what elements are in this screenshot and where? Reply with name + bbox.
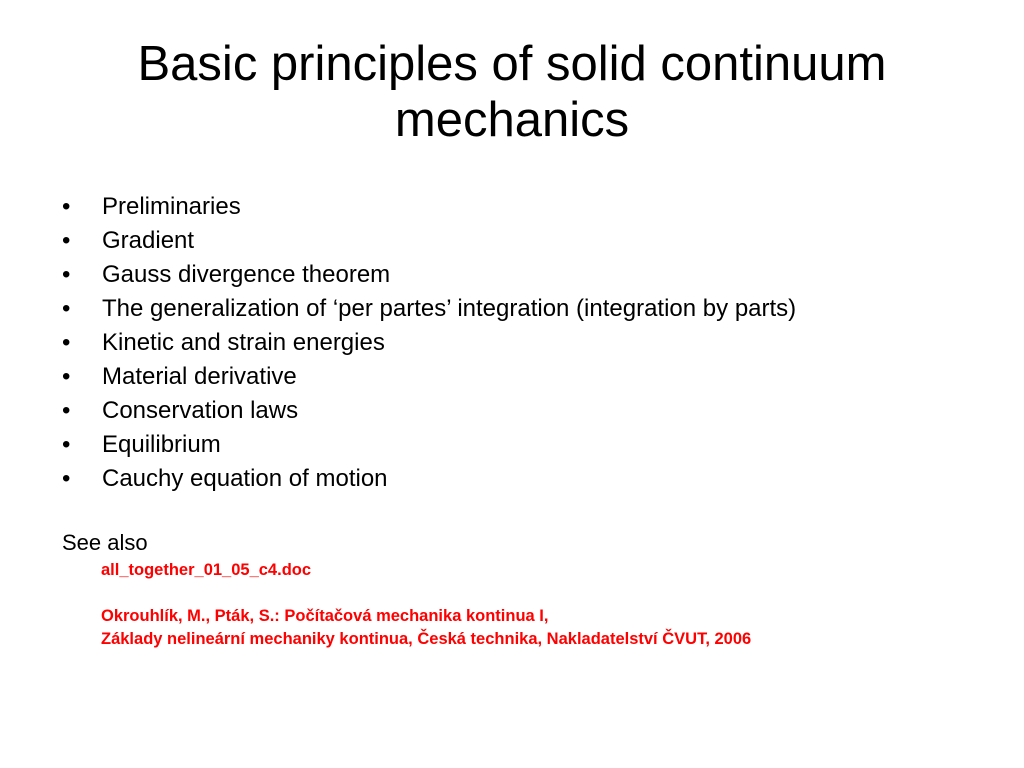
list-item-text: Gradient xyxy=(102,227,195,254)
list-item xyxy=(62,292,1002,326)
bullet-icon: • xyxy=(62,295,71,322)
topic-list xyxy=(62,190,1002,496)
list-item xyxy=(62,326,1002,360)
list-item-text: Gauss divergence theorem xyxy=(102,261,391,288)
list-item xyxy=(62,462,1002,496)
title-line-1: Basic principles of solid continuum xyxy=(137,37,887,91)
list-item-text: Kinetic and strain energies xyxy=(102,329,385,356)
list-item xyxy=(62,190,1002,224)
reference-book-line-2: Základy nelineární mechaniky kontinua, Česká technika, Nakladatelství ČVUT, 2006 xyxy=(101,630,752,648)
bullet-icon: • xyxy=(62,431,71,458)
title-line-2: mechanics xyxy=(394,93,630,147)
reference-book-line-1: Okrouhlík, M., Pták, S.: Počítačová mechanika kontinua I, xyxy=(101,607,549,625)
bullet-icon: • xyxy=(62,227,71,254)
list-item-text: Material derivative xyxy=(102,363,297,390)
reference-file-link[interactable]: all_together_01_05_c4.doc xyxy=(101,561,312,579)
list-item-text: Equilibrium xyxy=(102,431,221,458)
list-item-text: Conservation laws xyxy=(102,397,299,424)
list-item xyxy=(62,394,1002,428)
list-item-text: Cauchy equation of motion xyxy=(102,465,388,492)
list-item xyxy=(62,224,1002,258)
slide-title xyxy=(0,36,1024,148)
bullet-icon: • xyxy=(62,363,71,390)
list-item xyxy=(62,428,1002,462)
bullet-icon: • xyxy=(62,397,71,424)
reference-spacer xyxy=(101,582,751,605)
list-item-text: Preliminaries xyxy=(102,193,241,220)
bullet-icon: • xyxy=(62,261,71,288)
see-also-heading: See also xyxy=(62,530,148,555)
bullet-icon: • xyxy=(62,329,71,356)
list-item xyxy=(62,360,1002,394)
list-item-text: The generalization of ‘per partes’ integration (integration by parts) xyxy=(102,295,797,322)
references xyxy=(101,559,751,651)
bullet-icon: • xyxy=(62,193,71,220)
list-item xyxy=(62,258,1002,292)
bullet-icon: • xyxy=(62,465,71,492)
